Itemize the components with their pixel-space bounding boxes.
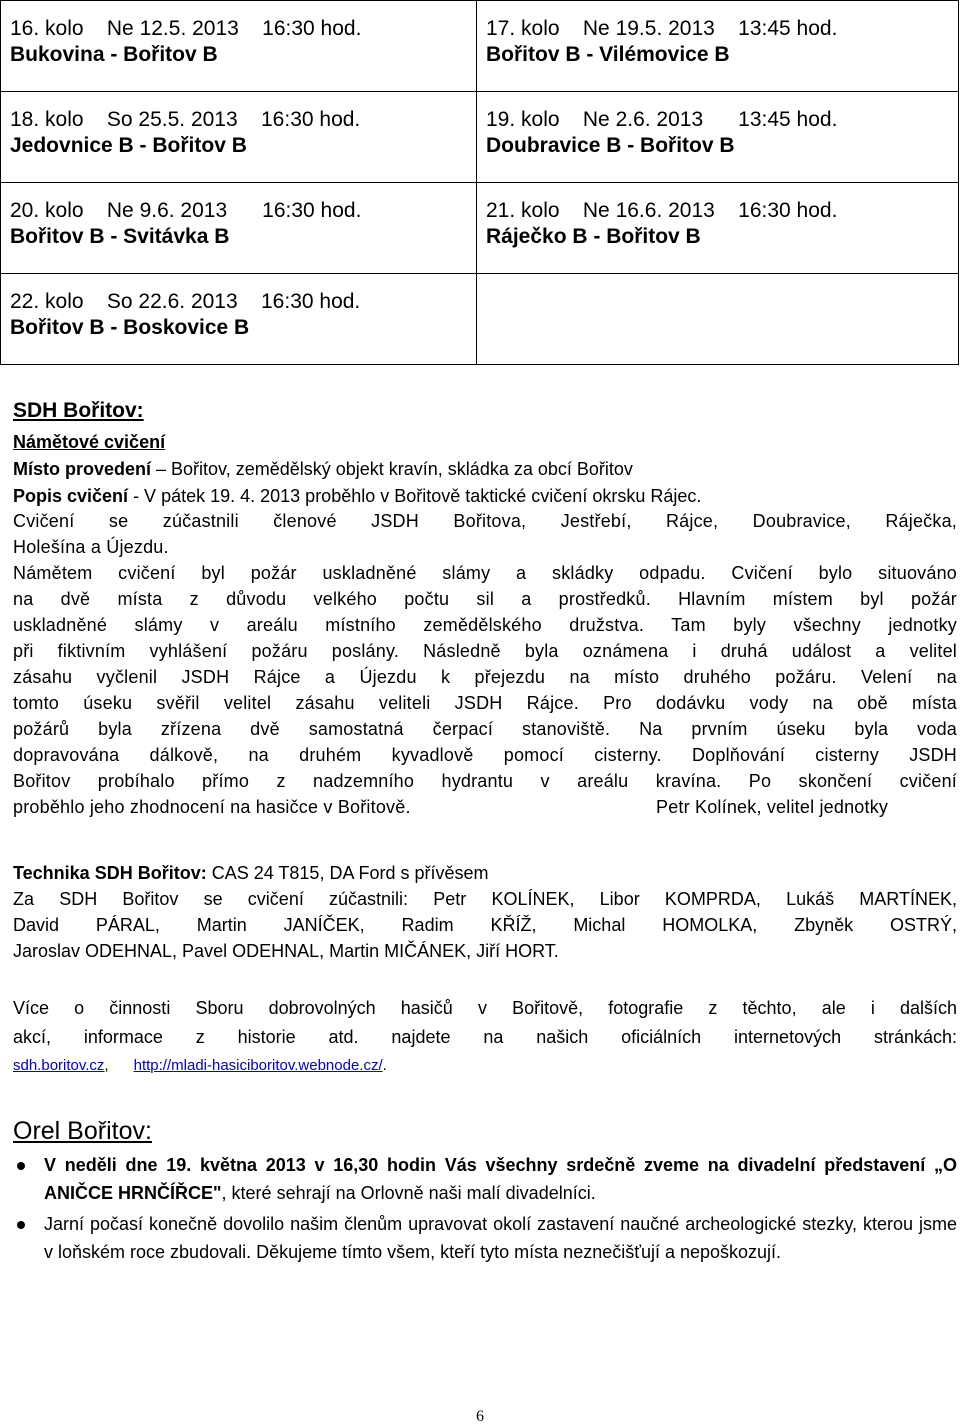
- sdh-body: [13, 430, 957, 820]
- sdh-website-link[interactable]: sdh.boritov.cz,: [13, 1057, 109, 1074]
- schedule-cell: [477, 92, 959, 183]
- tech-line: [13, 860, 957, 886]
- more-line-1: Více o činnosti Sboru dobrovolných hasičů v Bořitově, fotografie z těchto, ale i dalších: [13, 998, 957, 1018]
- sdh-signature: Petr Kolínek, velitel jednotky: [656, 797, 889, 817]
- more-line-2: akcí, informace z historie atd. najdete na našich oficiálních internetových stránkách:: [13, 1027, 957, 1047]
- sdh-text-line: Cvičení se zúčastnili členové JSDH Bořitova, Jestřebí, Rájce, Doubravice, Ráječka,: [13, 511, 957, 531]
- tech-value: CAS 24 T815, DA Ford s přívěsem: [206, 863, 489, 883]
- schedule-cell: [477, 1, 959, 92]
- match-teams: Bukovina - Bořitov B: [10, 43, 218, 66]
- schedule-cell: [477, 183, 959, 274]
- schedule-cell: [1, 92, 477, 183]
- place-line: [13, 457, 957, 481]
- sdh-subtitle: Námětové cvičení: [13, 432, 166, 452]
- desc-line: [13, 484, 957, 508]
- tech-participants: [13, 886, 957, 938]
- orel-list: [13, 1151, 957, 1266]
- sdh-text-line: uskladněné slámy v areálu místního zemědělského družstva. Tam byly všechny jednotky: [13, 615, 957, 635]
- sdh-text-line: Námětem cvičení byl požár uskladněné slámy a skládky odpadu. Cvičení bylo situováno: [13, 563, 957, 583]
- match-round-date: 18. kolo So 25.5. 2013 16:30 hod.: [10, 108, 361, 131]
- orel-item-theatre: [13, 1151, 957, 1207]
- schedule-row: [1, 1, 959, 92]
- orel-item2-text: Jarní počasí konečně dovolilo našim členům upravovat okolí zastavení naučné archeologické stezky, kterou jsme v loňském roce zbudovali. Děkujeme tímto všem, kteří tyto místa neznečišťují a nepoškozují.: [44, 1214, 957, 1262]
- orel-item1-bold: V neděli dne 19. května 2013 v 16,30 hodin Vás všechny srdečně zveme na divadelní představení „O ANIČCE HRNČÍŘCE": [44, 1155, 957, 1203]
- orel-item1-rest: , které sehrají na Orlovně naši malí divadelníci.: [221, 1183, 596, 1203]
- match-teams: Ráječko B - Bořitov B: [486, 225, 701, 248]
- sdh-text-line: Bořitov probíhalo přímo z nadzemního hydrantu v areálu kravína. Po skončení cvičení: [13, 771, 957, 791]
- sdh-closing-text: proběhlo jeho zhodnocení na hasičce v Bořitově.: [13, 797, 411, 817]
- sdh-text-line: požárů byla zřízena dvě samostatná čerpací stanoviště. Na prvním úseku byla voda: [13, 719, 957, 739]
- sdh-title: SDH Bořitov:: [13, 399, 144, 422]
- match-schedule-table: [0, 0, 959, 365]
- sdh-text-line: zásahu vyčlenil JSDH Rájce a Újezdu k přejezdu na místo druhého požáru. Velení na: [13, 667, 957, 687]
- sdh-text-line: tomto úseku svěřil velitel zásahu veliteli JSDH Rájce. Pro dodávku vody na obě místa: [13, 693, 957, 713]
- schedule-row: [1, 183, 959, 274]
- youth-website-link[interactable]: http://mladi-hasiciboritov.webnode.cz/: [133, 1057, 383, 1074]
- sdh-text-line: Holešína a Újezdu.: [13, 537, 169, 557]
- desc-label: Popis cvičení: [13, 486, 129, 506]
- sdh-paragraph: [13, 508, 957, 794]
- more-links: [13, 1052, 957, 1078]
- tech-last-line: Jaroslav ODEHNAL, Pavel ODEHNAL, Martin MIČÁNEK, Jiří HORT.: [13, 941, 559, 961]
- match-round-date: 16. kolo Ne 12.5. 2013 16:30 hod.: [10, 17, 362, 40]
- orel-section: [13, 1116, 957, 1266]
- orel-item-trail: [13, 1210, 957, 1266]
- sdh-text-line: při fiktivním vyhlášení požáru poslány. Následně byla oznámena i druhá událost a velitel: [13, 641, 957, 661]
- sdh-last-line: [13, 794, 957, 820]
- sdh-text-line: dopravována dálkově, na druhém kyvadlově pomocí cisterny. Doplňování cisterny JSDH: [13, 745, 957, 765]
- schedule-cell: [1, 274, 477, 365]
- match-round-date: 19. kolo Ne 2.6. 2013 13:45 hod.: [486, 108, 838, 131]
- schedule-row: [1, 92, 959, 183]
- tech-section: [13, 860, 957, 964]
- orel-title: Orel Bořitov:: [13, 1117, 152, 1145]
- match-round-date: 20. kolo Ne 9.6. 2013 16:30 hod.: [10, 199, 362, 222]
- bullet-icon: [17, 1221, 25, 1229]
- match-teams: Doubravice B - Bořitov B: [486, 134, 735, 157]
- schedule-cell: [1, 1, 477, 92]
- match-teams: Bořitov B - Svitávka B: [10, 225, 230, 248]
- more-info: [13, 994, 957, 1078]
- links-tail: .: [382, 1057, 387, 1074]
- tech-participants-line: David PÁRAL, Martin JANÍČEK, Radim KŘÍŽ, Michal HOMOLKA, Zbyněk OSTRÝ,: [13, 915, 957, 935]
- sdh-text-line: na dvě místa z důvodu velkého počtu sil a prostředků. Hlavním místem byl požár: [13, 589, 957, 609]
- desc-first: - V pátek 19. 4. 2013 proběhlo v Bořitově taktické cvičení okrsku Rájec.: [128, 486, 702, 506]
- match-teams: Bořitov B - Vilémovice B: [486, 43, 730, 66]
- place-text: Bořitov, zemědělský objekt kravín, skládka za obcí Bořitov: [171, 459, 633, 479]
- tech-label: Technika SDH Bořitov:: [13, 863, 207, 883]
- sdh-heading: [13, 397, 957, 425]
- match-round-date: 22. kolo So 22.6. 2013 16:30 hod.: [10, 290, 361, 313]
- match-round-date: 17. kolo Ne 19.5. 2013 13:45 hod.: [486, 17, 838, 40]
- match-teams: Jedovnice B - Bořitov B: [10, 134, 247, 157]
- schedule-cell: [1, 183, 477, 274]
- match-round-date: 21. kolo Ne 16.6. 2013 16:30 hod.: [486, 199, 838, 222]
- bullet-icon: [17, 1162, 25, 1170]
- match-teams: Bořitov B - Boskovice B: [10, 316, 250, 339]
- place-dash: –: [151, 459, 172, 479]
- schedule-cell: [477, 274, 959, 365]
- schedule-row: [1, 274, 959, 365]
- place-label: Místo provedení: [13, 459, 152, 479]
- page-number: 6: [476, 1408, 484, 1425]
- tech-participants-line: Za SDH Bořitov se cvičení zúčastnili: Petr KOLÍNEK, Libor KOMPRDA, Lukáš MARTÍNEK,: [13, 889, 957, 909]
